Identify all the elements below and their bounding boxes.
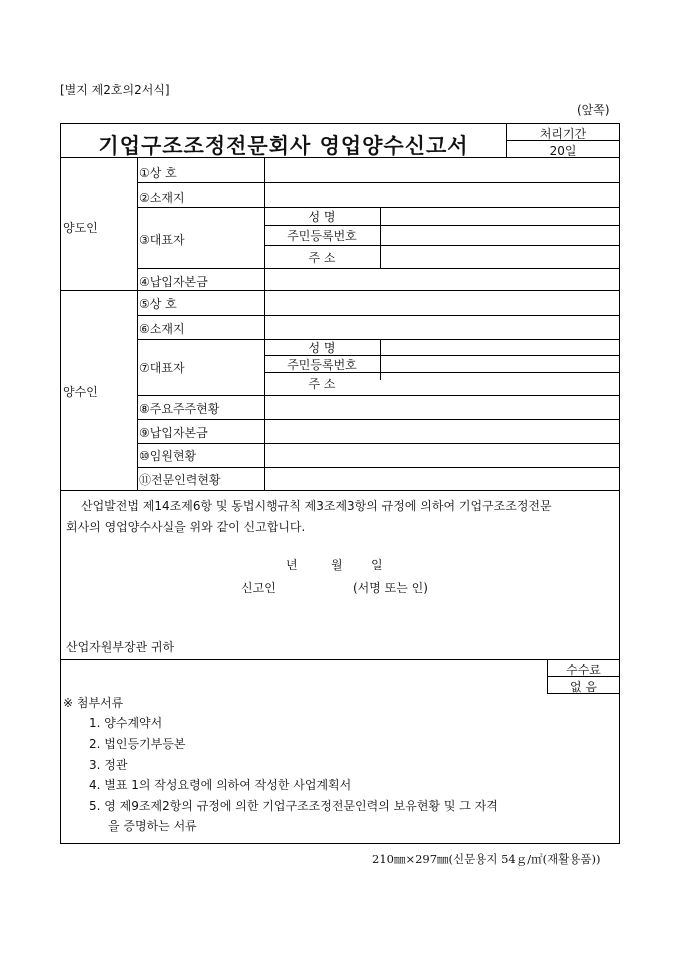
page-side-label: (앞쪽) [577, 103, 610, 117]
transferor-rep-label: ③대표자 [139, 233, 185, 247]
transferor-name-label: ①상 호 [139, 166, 177, 180]
attachment-item: 5. 영 제9조제2항의 규정에 의한 기업구조조정전문인력의 보유현황 및 그 자격 [89, 799, 498, 813]
transferee-address-label: ⑥소재지 [139, 322, 185, 336]
attachment-item: 3. 정관 [89, 758, 128, 772]
report-form [60, 123, 620, 844]
transferor-label: 양도인 [63, 221, 98, 235]
form-number: [별지 제2호의2서식] [60, 83, 170, 97]
attachment-item: 1. 양수계약서 [89, 716, 163, 730]
transferee-experts-label: ⑪전문인력현황 [139, 473, 221, 487]
transferee-shareholders-label: ⑧주요주주현황 [139, 402, 220, 416]
processing-period-label: 처리기간 [539, 127, 587, 141]
transferee-label: 양수인 [63, 385, 98, 399]
processing-period-value: 20일 [549, 144, 577, 158]
declaration-line-1: 산업발전법 제14조제6항 및 동법시행규칙 제3조제3항의 규정에 의하여 기업구조조정전문 [81, 499, 552, 513]
transferee-name-label: ⑤상 호 [139, 297, 177, 311]
attachment-item: 4. 별표 1의 작성요령에 의하여 작성한 사업계획서 [89, 778, 352, 792]
transferor-capital-label: ④납입자본금 [139, 275, 208, 289]
transferor-rep-name-label: 성 명 [308, 210, 336, 224]
transferor-rep-id-label: 주민등록번호 [287, 229, 357, 243]
transferee-rep-label: ⑦대표자 [139, 361, 185, 375]
paper-spec-footer: 210㎜×297㎜(신문용지 54ｇ/㎡(재활용품)) [372, 852, 601, 866]
transferor-address-label: ②소재지 [139, 191, 185, 205]
transferee-rep-name-label: 성 명 [308, 341, 336, 355]
form-title: 기업구조조정전문회사 영업양수신고서 [98, 133, 469, 158]
date-day-label: 일 [371, 558, 383, 572]
transferee-capital-label: ⑨납입자본금 [139, 426, 208, 440]
transferee-rep-address-label: 주 소 [308, 377, 336, 391]
date-month-label: 월 [331, 558, 343, 572]
applicant-label: 신고인 [241, 581, 276, 595]
attachments-heading: ※ 첨부서류 [63, 696, 124, 710]
transferee-officers-label: ⑩임원현황 [139, 449, 197, 463]
attachment-item-continuation: 을 증명하는 서류 [108, 819, 197, 833]
recipient-label: 산업자원부장관 귀하 [66, 640, 175, 654]
date-year-label: 년 [286, 558, 298, 572]
fee-label: 수수료 [566, 663, 601, 677]
attachment-item: 2. 법인등기부등본 [89, 737, 186, 751]
fee-value: 없 음 [570, 680, 597, 694]
transferor-rep-address-label: 주 소 [308, 251, 336, 265]
transferee-rep-id-label: 주민등록번호 [287, 358, 357, 372]
signature-label: (서명 또는 인) [353, 581, 428, 595]
declaration-line-2: 회사의 영업양수사실을 위와 같이 신고합니다. [66, 520, 306, 534]
